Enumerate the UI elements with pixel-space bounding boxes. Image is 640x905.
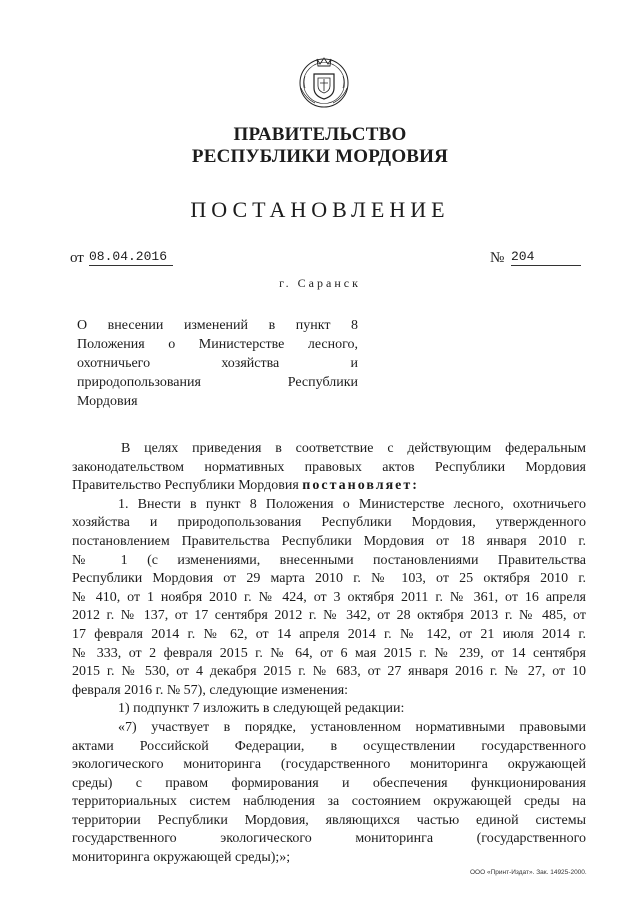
decree-date: 08.04.2016 [89,249,173,266]
government-title-line2: РЕСПУБЛИКИ МОРДОВИЯ [191,146,449,167]
body-line: Республики Мордовия от 29 марта 2010 г. № 103, от 25 октября 2010 г. [72,571,586,587]
body-line: хозяйства и природопользования Республики Мордовия, утвержденного [72,515,586,531]
body-line: № 410, от 1 ноября 2010 г. № 424, от 3 октября 2011 г. № 361, от 16 апреля [72,589,586,605]
body-line: № 1 (с изменениями, внесенными постановлениями Правительства [72,552,586,568]
body-line: территории Республики Мордовия, являющихся частью единой системы [72,812,586,828]
printer-footer: ООО «Принт-Издат». Зак. 14925-2000. [470,869,587,876]
decree-title: ПОСТАНОВЛЕНИЕ [190,197,450,222]
body-line: 2015 г. № 530, от 4 декабря 2015 г. № 683, от 27 января 2016 г. № 27, от 10 [72,664,586,680]
subject-line: Мордовия [77,394,138,409]
body-line: 1. Внести в пункт 8 Положения о Министерстве лесного, охотничьего [118,496,586,512]
number-label: № [490,250,505,266]
body-line: № 333, от 2 февраля 2015 г. № 64, от 6 мая 2015 г. № 239, от 14 сентября [72,645,586,661]
subject-line: О внесении изменений в пункт 8 [77,318,358,333]
body-line: 2012 г. № 137, от 17 сентября 2012 г. № 342, от 28 октября 2013 г. № 485, от [72,608,586,624]
body-line: В целях приведения в соответствие с действующим федеральным [121,441,586,456]
body-line: 1) подпункт 7 изложить в следующей редакции: [118,701,405,717]
subject-line: Положения о Министерстве лесного, [77,337,358,352]
government-title-line1: ПРАВИТЕЛЬСТВО [233,124,407,145]
date-label: от [70,250,84,266]
resolves-keyword: постановляет: [302,478,419,494]
decree-number: 204 [511,249,581,266]
body-line: «7) участвует в порядке, установленном нормативными правовыми [118,719,586,735]
body-line: законодательством нормативных правовых актов Республики Мордовия [72,459,586,475]
body-line: территориальных систем наблюдения за состоянием окружающей среды на [72,794,586,810]
coat-of-arms-emblem [293,50,355,112]
body-line: среды) с правом формирования и обеспечения функционирования [72,775,586,791]
body-line: экологического мониторинга (государственного мониторинга окружающей [72,757,586,773]
body-line: мониторинга окружающей среды);»; [72,850,291,866]
body-line: государственного экологического мониторинга (государственного [72,831,586,847]
body-line: 17 февраля 2014 г. № 62, от 14 апреля 2014 г. № 142, от 21 июля 2014 г. [72,626,586,642]
body-line: февраля 2016 г. № 57), следующие изменения: [72,682,349,698]
body-line [72,477,586,496]
decree-body [72,440,586,868]
resolution-preamble: Правительство Республики Мордовия [72,478,303,494]
city: г. Саранск [279,276,361,290]
body-line: актами Российской Федерации, в осуществлении государственного [72,738,586,754]
subject-line: охотничьего хозяйства и [77,356,358,371]
body-line: постановлением Правительства Республики Мордовия от 18 января 2010 г. [72,533,586,549]
subject-line: природопользования Республики [77,375,358,390]
decree-subject [77,316,358,411]
